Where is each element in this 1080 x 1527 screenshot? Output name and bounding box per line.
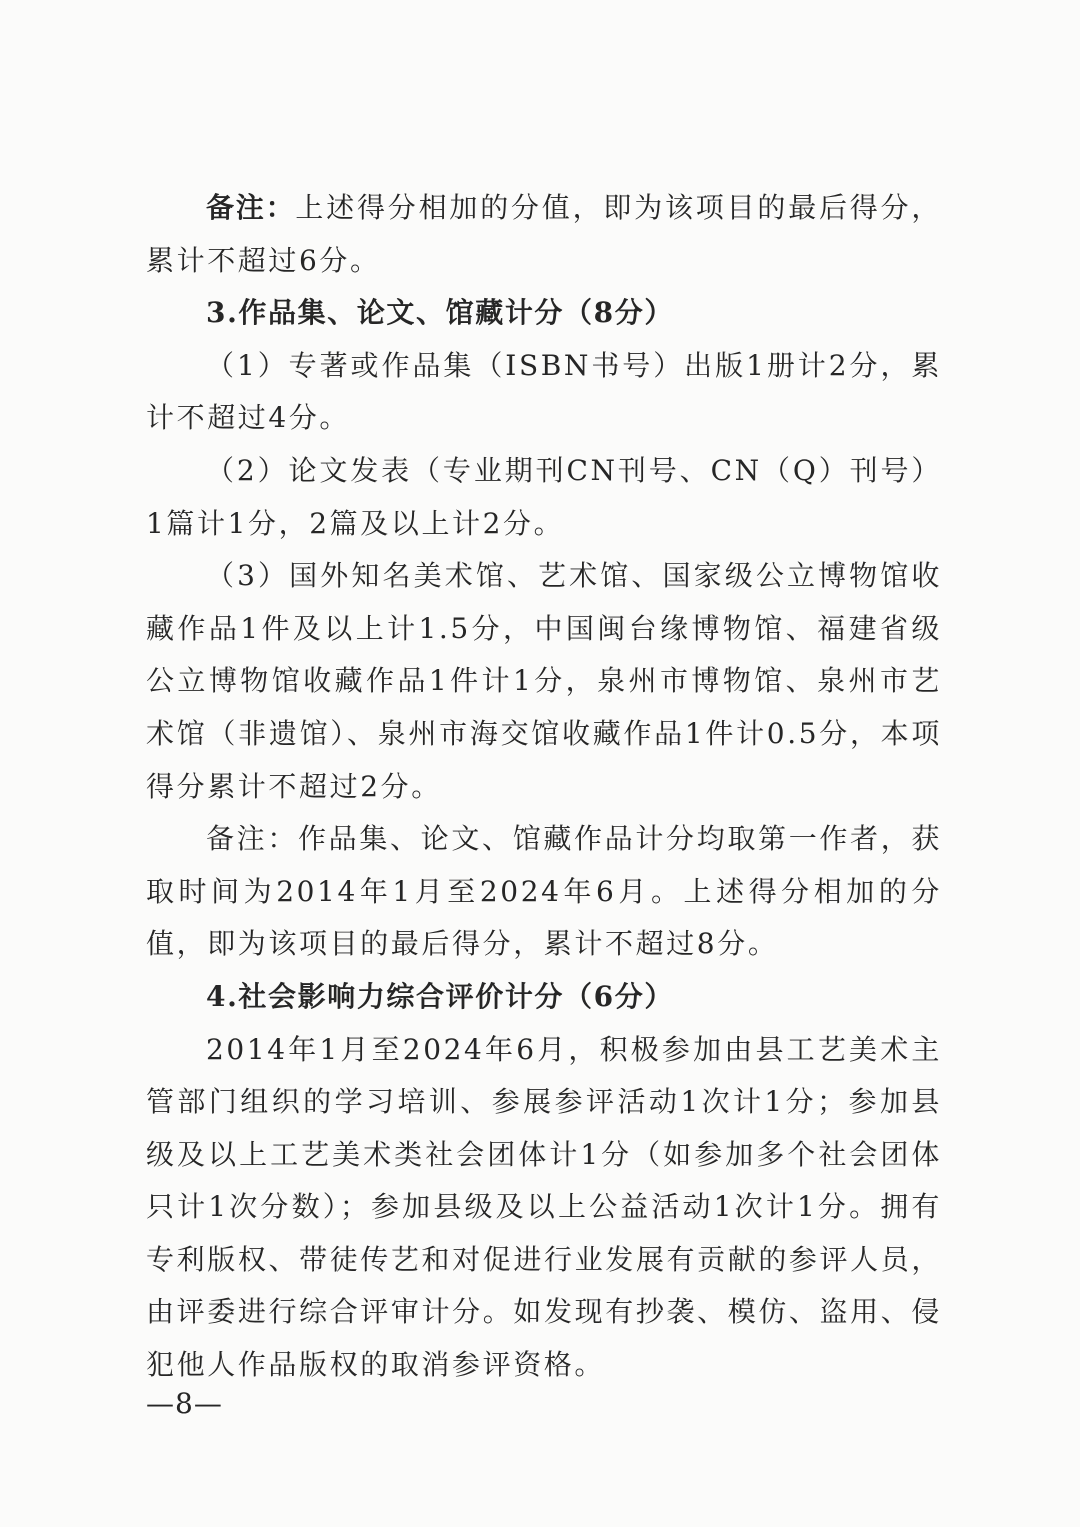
note-text: 上述得分相加的分值，即为该项目的最后得分，累计不超过6分。 [146, 191, 942, 277]
section-3-item-3: （3）国外知名美术馆、艺术馆、国家级公立博物馆收藏作品1件及以上计1.5分，中国闽台缘博物馆、福建省级公立博物馆收藏作品1件计1分，泉州市博物馆、泉州市艺术馆（非遗馆）、泉州市海交馆收藏作品1件计0.5分，本项得分累计不超过2分。 [146, 559, 942, 803]
section-3-item-1: （1）专著或作品集（ISBN书号）出版1册计2分，累计不超过4分。 [146, 348, 942, 435]
section-3-item-2: （2）论文发表（专业期刊CN刊号、CN（Q）刊号）1篇计1分，2篇及以上计2分。 [146, 453, 942, 540]
section-4-body: 2014年1月至2024年6月，积极参加由县工艺美术主管部门组织的学习培训、参展参评活动1次计1分；参加县级及以上工艺美术类社会团体计1分（如参加多个社会团体只计1次分数）；参加县级及以上公益活动1次计1分。拥有专利版权、带徒传艺和对促进行业发展有贡献的参评人员，由评委进行综合评审计分。如发现有抄袭、模仿、盗用、侵犯他人作品版权的取消参评资格。 [146, 1032, 942, 1382]
page-number: —8— [146, 1387, 223, 1420]
note-paragraph [146, 182, 942, 287]
section-3-heading: 3.作品集、论文、馆藏计分（8分） [206, 296, 674, 330]
section-3-note: 备注：作品集、论文、馆藏作品计分均取第一作者，获取时间为2014年1月至2024年6月。上述得分相加的分值，即为该项目的最后得分，累计不超过8分。 [146, 822, 942, 961]
section-4-heading: 4.社会影响力综合评价计分（6分） [206, 979, 674, 1013]
document-body [146, 182, 942, 1392]
note-label: 备注： [206, 191, 296, 224]
